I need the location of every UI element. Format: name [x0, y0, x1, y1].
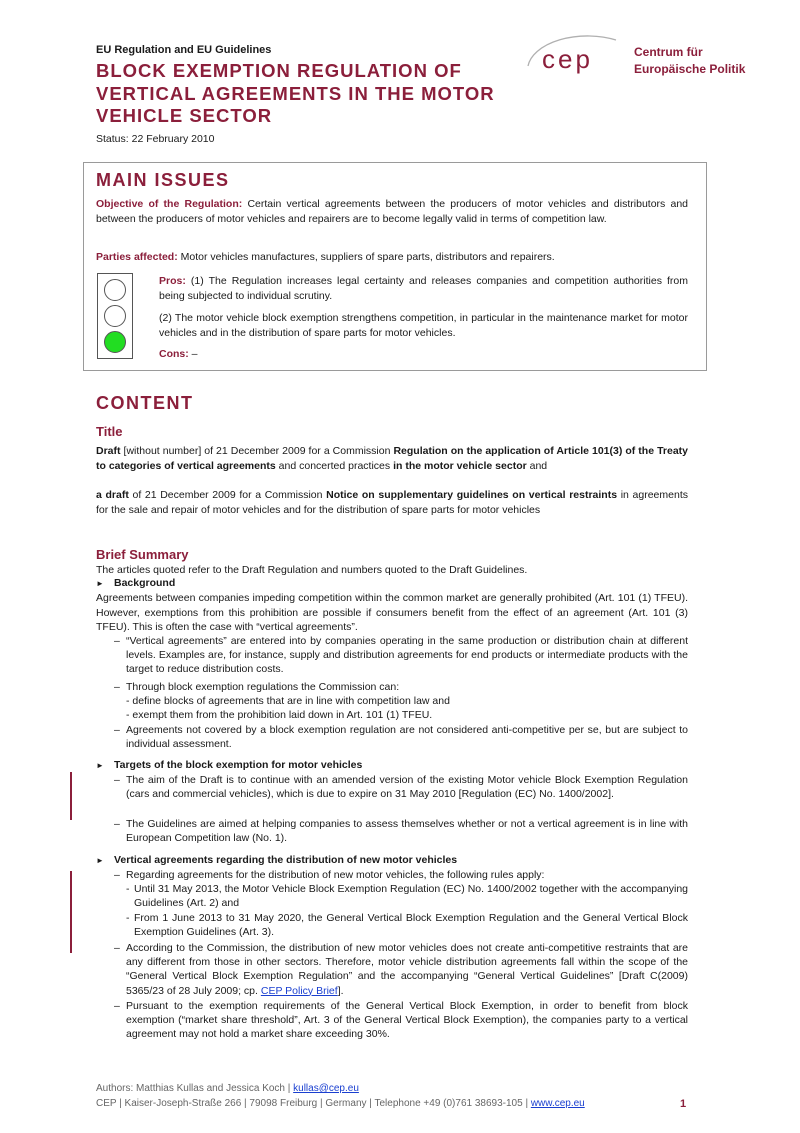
vertical-agreements-heading: ► Vertical agreements regarding the distribution of new motor vehicles: [96, 854, 458, 866]
targets-dash-1: – The aim of the Draft is to continue with an amended version of the existing Motor vehicle Block Exemption Regulation (cars and commercial vehicles), which is due to expire on 31 May 2010 [Regulation (EC) No. 1400/2002].: [114, 774, 688, 801]
parties-paragraph: [96, 250, 688, 265]
document-kicker: EU Regulation and EU Guidelines: [96, 44, 272, 56]
background-dash-2-sub-1: - define blocks of agreements that are in line with competition law and: [126, 695, 450, 707]
organization-name: [634, 44, 745, 78]
background-dash-1: – “Vertical agreements” are entered into by companies operating in the same production or distribution chain at different levels. Examples are, for instance, supply and distribution agreements for end products or intermediate products with the target to reduce distribution costs.: [114, 635, 688, 676]
pros-paragraph-2: (2) The motor vehicle block exemption strengthens competition, in particular in the maintenance market for motor vehicles and in the distribution of spare parts for motor vehicles.: [159, 312, 688, 339]
author-email-link[interactable]: kullas@cep.eu: [293, 1083, 359, 1094]
arrow-bullet-icon: ►: [96, 579, 104, 588]
vertical-dash-1-sub-1: - Until 31 May 2013, the Motor Vehicle Block Exemption Regulation (EC) No. 1400/2002 together with the accompanying Guidelines (Art. 2) and: [126, 883, 688, 910]
main-issues-heading: MAIN ISSUES: [96, 170, 230, 190]
title-subheading: Title: [96, 424, 123, 439]
cons-text: –: [188, 348, 198, 360]
objective-text: Certain vertical agreements between the producers of motor vehicles and distributors and between the producers of motor vehicles and repairers are to become legally valid in terms of competition law.: [96, 198, 688, 225]
parties-label: Parties affected:: [96, 251, 178, 263]
background-dash-2: – Through block exemption regulations the Commission can:: [114, 681, 400, 693]
cep-logo-icon: [520, 30, 640, 86]
footer-address: CEP | Kaiser-Joseph-Straße 266 | 79098 Freiburg | Germany | Telephone +49 (0)761 38693-105 | www.cep.eu: [96, 1098, 585, 1109]
title-p1-run-4: in the motor vehicle sector: [393, 459, 527, 472]
logo-wordmark: cep: [542, 44, 593, 74]
title-p1-run-2: Regulation on the application of Article 101(3) of the Treaty to categories of vertical agreements: [96, 445, 689, 472]
footer-authors: Authors: Matthias Kullas and Jessica Koch | kullas@cep.eu: [96, 1083, 359, 1094]
margin-change-bar: [70, 871, 72, 953]
title-p2-run-2: Notice on supplementary guidelines on vertical restraints: [326, 489, 618, 501]
pros-text-1: (1) The Regulation increases legal certainty and releases companies and competition authorities from being subjected to individual scrutiny.: [159, 275, 688, 302]
organization-name-line1: Centrum für: [634, 45, 703, 59]
traffic-light-icon: [97, 273, 133, 359]
title-p1-run-5: and: [526, 459, 548, 472]
title-paragraph-1: [96, 444, 688, 473]
vertical-dash-1: – Regarding agreements for the distribution of new motor vehicles, the following rules apply:: [114, 869, 545, 881]
title-p2-run-0: a draft: [96, 489, 129, 501]
traffic-light-yellow-lamp-icon: [104, 305, 126, 327]
summary-intro: The articles quoted refer to the Draft Regulation and numbers quoted to the Draft Guidelines.: [96, 564, 528, 576]
arrow-bullet-icon: ►: [96, 856, 104, 865]
content-heading: CONTENT: [96, 393, 194, 413]
traffic-light-red-lamp-icon: [104, 279, 126, 301]
vertical-dash-3: – Pursuant to the exemption requirements of the General Vertical Block Exemption, in order to benefit from block exemption (“market share threshold”, Art. 3 of the General Vertical Block Exemption), the companies party to a vertical agreement may not hold a market share exceeding 30%.: [114, 1000, 688, 1041]
title-p1-run-1: [without number] of 21 December 2009 for a Commission: [120, 445, 394, 457]
organization-name-line2: Europäische Politik: [634, 62, 746, 76]
title-p1-run-0: Draft: [96, 445, 121, 457]
parties-text: Motor vehicles manufactures, suppliers of spare parts, distributors and repairers.: [177, 251, 555, 263]
margin-change-bar: [70, 772, 72, 820]
background-dash-2-sub-2: - exempt them from the prohibition laid down in Art. 101 (1) TFEU.: [126, 709, 433, 721]
background-paragraph: Agreements between companies impeding competition within the common market are generally prohibited (Art. 101 (1) TFEU). However, exemptions from this prohibition are possible if consumers benefit from the effect of an agreement (Art. 101 (3) TFEU). This is often the case with “vertical agreements”.: [96, 592, 688, 633]
vertical-dash-1-sub-2: - From 1 June 2013 to 31 May 2020, the General Vertical Block Exemption Regulation and the General Vertical Block Exemption Guidelines (Art. 3).: [126, 912, 688, 939]
title-paragraph-2: [96, 488, 688, 517]
arrow-bullet-icon: ►: [96, 761, 104, 770]
vertical-dash-2: – According to the Commission, the distribution of new motor vehicles does not create anti-competitive restraints that are any different from those in other sectors. Therefore, motor vehicle distribution agreements fall within the scope of the “General Vertical Block Exemption Regulation” and the accompanying “General Vertical Guidelines” [Draft C(2009) 5365/23 of 28 July 2009; cp. CEP Policy Brief].: [114, 942, 688, 997]
targets-heading: ► Targets of the block exemption for motor vehicles: [96, 759, 363, 771]
document-title: BLOCK EXEMPTION REGULATION OF VERTICAL AGREEMENTS IN THE MOTOR VEHICLE SECTOR: [96, 60, 495, 126]
targets-dash-2: – The Guidelines are aimed at helping companies to assess themselves whether or not a vertical agreement is in line with European Competition law (No. 1).: [114, 818, 688, 845]
pros-paragraph-1: [159, 274, 688, 303]
website-link[interactable]: www.cep.eu: [530, 1098, 585, 1109]
title-p1-run-3: and concerted practices: [275, 459, 394, 472]
pros-label: Pros:: [159, 275, 186, 287]
title-p2-run-1: of 21 December 2009 for a Commission: [128, 489, 327, 501]
brief-summary-subheading: Brief Summary: [96, 547, 189, 562]
background-dash-3: – Agreements not covered by a block exemption regulation are not considered anti-competitive per se, but are subject to individual assessment.: [114, 724, 688, 751]
cons-label: Cons:: [159, 348, 189, 360]
traffic-light-green-lamp-icon: [104, 331, 126, 353]
cep-policy-brief-link[interactable]: CEP Policy Brief: [260, 984, 338, 997]
objective-label: Objective of the Regulation:: [96, 198, 243, 210]
page-number: 1: [680, 1098, 687, 1110]
title-p2-run-3: in agreements for the sale and repair of motor vehicles and for the distribution of spare parts for motor vehicles: [96, 489, 688, 516]
background-heading: ► Background: [96, 577, 176, 589]
cons-paragraph: [159, 347, 688, 362]
document-status: Status: 22 February 2010: [96, 133, 215, 145]
objective-paragraph: [96, 197, 688, 226]
